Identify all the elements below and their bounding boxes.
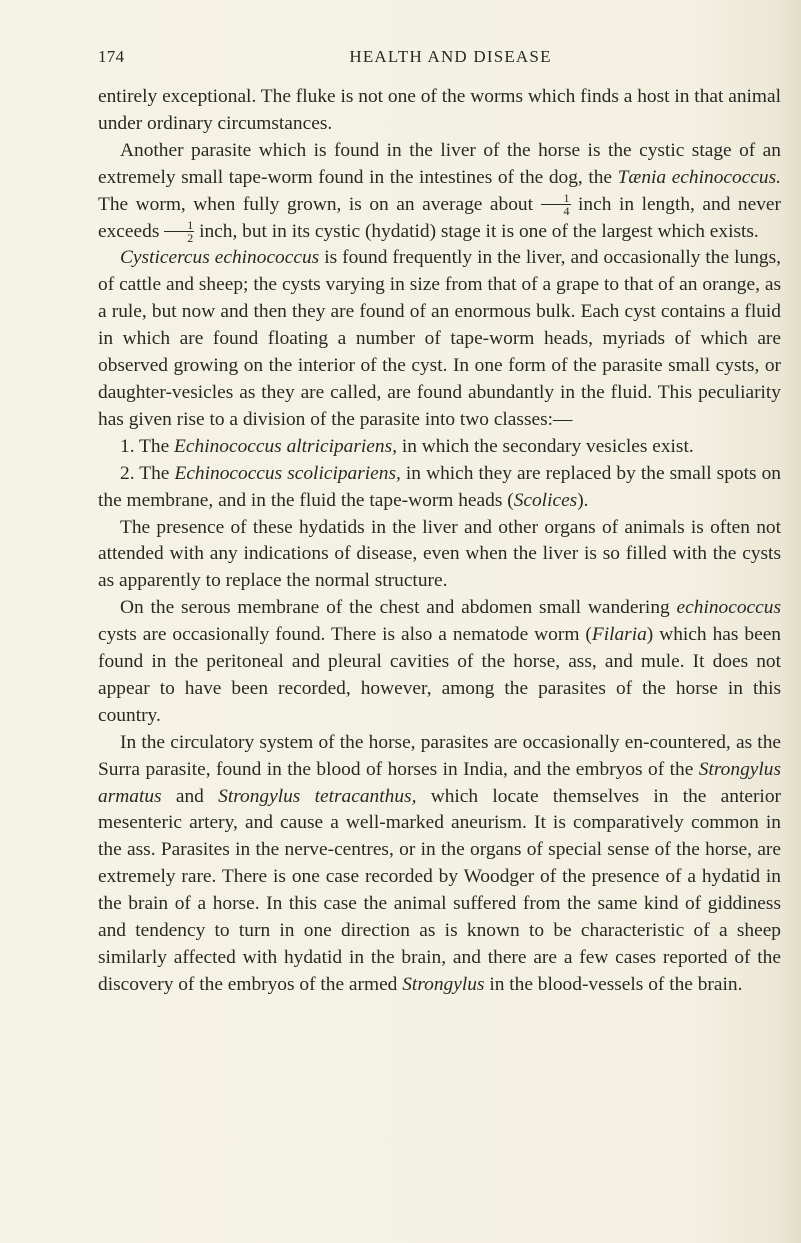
page-header: [98, 47, 781, 69]
species-name: Strongylus: [402, 973, 485, 995]
running-head: HEALTH AND DISEASE: [349, 47, 552, 66]
species-name: Strongylus armatus: [98, 758, 781, 807]
paragraph-2: Another parasite which is found in the liver of the horse is the cystic stage of an extremely small tape-worm found in the intestines of the dog, the Tænia echinococcus. The worm, when fully grown, is on an average about $\frac{1}{4}$ inch in length, and never exceeds $\frac{1}{2}$ inch, but in its cystic (hydatid) stage it is one of the largest which exists.: [98, 139, 781, 245]
page-number: 174: [98, 47, 125, 66]
species-name: Cysticercus echinococcus: [120, 247, 320, 269]
paragraph-8: In the circulatory system of the horse, parasites are occasionally en-countered, as the Surra parasite, found in the blood of horses in India, and the embryos of the Strongylus armatus and Strongylus tetracanthus, which locate themselves in the anterior mesenteric artery, and cause a well-marked aneurism. It is comparatively common in the ass. Parasites in the nerve-centres, or in the organs of special sense of the horse, are extremely rare. There is one case recorded by Woodger of the presence of a hydatid in the brain of a horse. In this case the animal suffered from the same kind of giddiness and tendency to turn in one direction as is known to be characteristic of a sheep similarly affected with hydatid in the brain, and there are a few cases reported of the discovery of the embryos of the armed Strongylus in the blood-vessels of the brain.: [98, 731, 781, 995]
paragraph-5: 2. The Echinococcus scolicipariens, in which they are replaced by the small spots on the membrane, and in the fluid the tape-worm heads (Scolices).: [98, 462, 781, 511]
species-name: Echinococcus scolicipariens,: [174, 462, 401, 484]
fraction-half: $\frac{1}{2}$: [164, 219, 194, 244]
paragraph-6: The presence of these hydatids in the liver and other organs of animals is often not attended with any indications of disease, even when the liver is so filled with the cysts as apparently to replace the normal structure.: [98, 516, 781, 592]
fraction-quarter: $\frac{1}{4}$: [541, 192, 571, 217]
species-name: echinococcus: [676, 597, 781, 619]
species-name: Echinococcus altricipariens,: [174, 435, 397, 457]
species-name: Strongylus tetracanthus,: [218, 785, 417, 807]
species-name: Filaria: [591, 624, 647, 646]
paragraph-7: On the serous membrane of the chest and abdomen small wandering echinococcus cysts are occasionally found. There is also a nematode worm (Filaria) which has been found in the peritoneal and pleural cavities of the horse, ass, and mule. It does not appear to have been recorded, however, among the parasites of the horse in this country.: [98, 597, 781, 726]
species-name: Scolices: [513, 489, 578, 511]
paragraph-1: entirely exceptional. The fluke is not one of the worms which finds a host in that animal under ordinary circumstances.: [98, 86, 781, 134]
body-text: [98, 84, 781, 999]
paragraph-4: 1. The Echinococcus altricipariens, in which the secondary vesicles exist.: [120, 435, 694, 457]
species-name: Tænia echinococcus.: [617, 166, 781, 188]
paragraph-3: Cysticercus echinococcus is found frequently in the liver, and occasionally the lungs, of cattle and sheep; the cysts varying in size from that of a grape to that of an orange, as a rule, but now and then they are found of an enormous bulk. Each cyst contains a fluid in which are found floating a number of tape-worm heads, myriads of which are observed growing on the interior of the cyst. In one form of the parasite small cysts, or daughter-vesicles as they are called, are found abundantly in the fluid. This peculiarity has given rise to a division of the parasite into two classes:—: [98, 247, 781, 430]
